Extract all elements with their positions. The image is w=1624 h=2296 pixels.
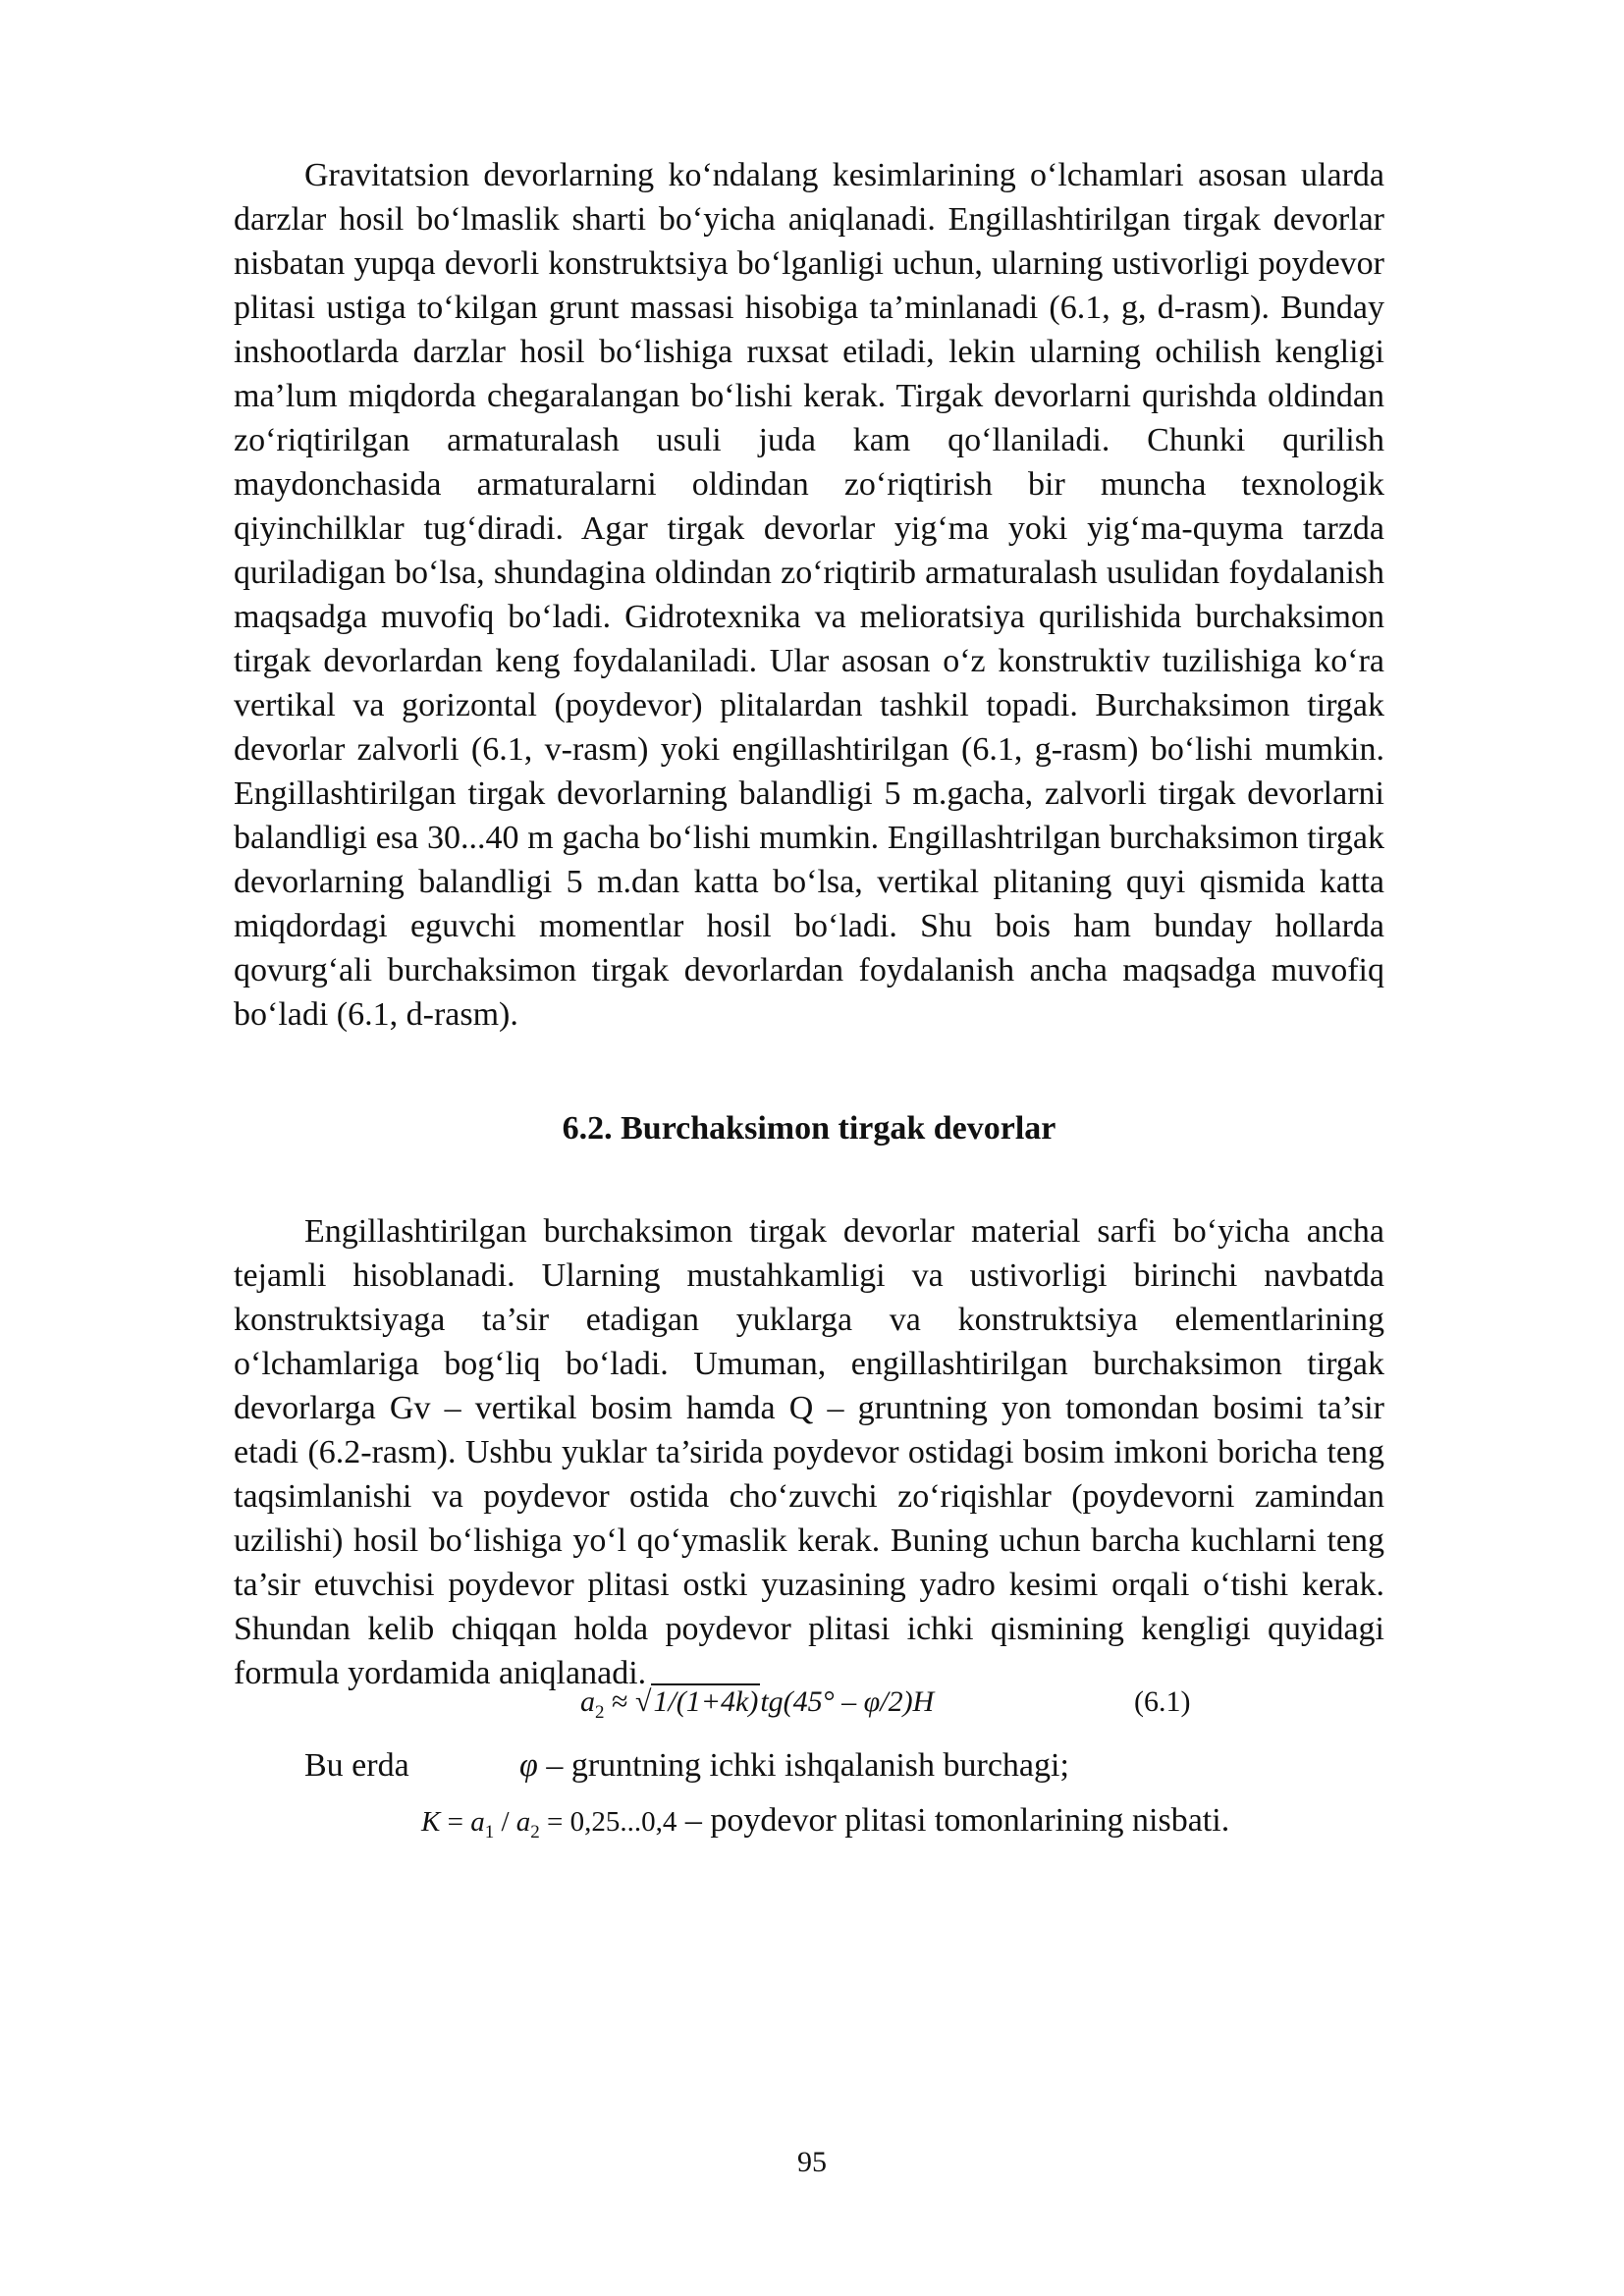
- k-var: K: [421, 1806, 441, 1838]
- phi-symbol: φ: [519, 1747, 538, 1784]
- k-formula: [421, 1806, 677, 1842]
- paragraph-corner-walls: Engillashtirilgan burchaksimon tirgak devorlar material sarfi bo‘yicha ancha tejamli hisoblanadi. Ularning mustahkamligi va ustivorligi birinchi navbatda konstruktsiyaga ta’sir etadigan yuklarga va konstruktsiya elementlarining o‘lchamlariga bog‘liq bo‘ladi. Umuman, engillashtirilgan burchaksimon tirgak devorlarga Gv – vertikal bosim hamda Q – gruntning yon tomondan bosimi ta’sir etadi (6.2-rasm). Ushbu yuklar ta’sirida poydevor ostidagi bosim imkoni boricha teng taqsimlanishi va poydevor ostida cho‘zuvchi zo‘riqishlar (poydevorni zamindan uzilishi) hosil bo‘lishiga yo‘l qo‘ymaslik kerak. Buning uchun barcha kuchlarni teng ta’sir etuvchisi poydevor plitasi ostki yuzasining yadro kesimi orqali o‘tishi kerak. Shundan kelib chiqqan holda poydevor plitasi ichki qismining kengligi quyidagi formula yordamida aniqlanadi.: [234, 1213, 1384, 1691]
- section-heading: 6.2. Burchaksimon tirgak devorlar: [562, 1110, 1056, 1147]
- k-sub1: 1: [484, 1821, 495, 1842]
- formula-line: [234, 1685, 1384, 1729]
- formula-lhs-var: a: [580, 1685, 595, 1718]
- k-sub2: 2: [530, 1821, 540, 1842]
- formula-radicand: 1/(1+4k): [653, 1685, 759, 1718]
- paragraph-block-1: [234, 153, 1384, 1037]
- k-definition-text: – poydevor plitasi tomonlarining nisbati.: [677, 1802, 1230, 1839]
- k-a2: a: [515, 1806, 531, 1838]
- formula-rest: tg(45° – φ/2)H: [760, 1685, 935, 1718]
- k-a1: a: [470, 1806, 485, 1838]
- formula-6-1: [580, 1685, 934, 1724]
- definition-label: Bu erda: [304, 1747, 409, 1784]
- k-equals: =: [440, 1806, 471, 1838]
- formula-lhs-sub: 2: [595, 1702, 605, 1723]
- equation-number: (6.1): [1134, 1685, 1191, 1718]
- definition-phi: [304, 1747, 1384, 1785]
- phi-definition-text: – gruntning ichki ishqalanish burchagi;: [537, 1747, 1069, 1784]
- k-slash: /: [494, 1806, 516, 1838]
- page-number: 95: [797, 2146, 827, 2178]
- k-value: = 0,25...0,4: [539, 1806, 677, 1838]
- definition-k: [421, 1802, 1229, 1843]
- paragraph-block-2: [234, 1209, 1384, 1695]
- paragraph-gravitational-walls: Gravitatsion devorlarning ko‘ndalang kesimlarining o‘lchamlari asosan ularda darzlar hosil bo‘lmaslik sharti bo‘yicha aniqlanadi. Engillashtirilgan tirgak devorlar nisbatan yupqa devorli konstruktsiya bo‘lganligi uchun, ularning ustivorligi poydevor plitasi ustiga to‘kilgan grunt massasi hisobiga ta’minlanadi (6.1, g, d-rasm). Bunday inshootlarda darzlar hosil bo‘lishiga ruxsat etiladi, lekin ularning ochilish kengligi ma’lum miqdorda chegaralangan bo‘lishi kerak. Tirgak devorlarni qurishda oldindan zo‘riqtirilgan armaturalash usuli juda kam qo‘llaniladi. Chunki qurilish maydonchasida armaturalarni oldindan zo‘riqtirish bir muncha texnologik qiyinchilklar tug‘diradi. Agar tirgak devorlar yig‘ma yoki yig‘ma-quyma tarzda quriladigan bo‘lsa, shundagina oldindan zo‘riqtirib armaturalash usulidan foydalanish maqsadga muvofiq bo‘ladi. Gidrotexnika va melioratsiya qurilishida burchaksimon tirgak devorlardan keng foydalaniladi. Ular asosan o‘z konstruktiv tuzilishiga ko‘ra vertikal va gorizontal (poydevor) plitalardan tashkil topadi. Burchaksimon tirgak devorlar zalvorli (6.1, v-rasm) yoki engillashtirilgan (6.1, g-rasm) bo‘lishi mumkin. Engillashtirilgan tirgak devorlarning balandligi 5 m.gacha, zalvorli tirgak devorlarni balandligi esa 30...40 m gacha bo‘lishi mumkin. Engillashtrilgan burchaksimon tirgak devorlarning balandligi 5 m.dan katta bo‘lsa, vertikal plitaning quyi qismida katta miqdordagi eguvchi momentlar hosil bo‘ladi. Shu bois ham bunday hollarda qovurg‘ali burchaksimon tirgak devorlardan foydalanish ancha maqsadga muvofiq bo‘ladi (6.1, d-rasm).: [234, 157, 1384, 1033]
- sqrt-sign: √: [634, 1685, 652, 1718]
- formula-approx: ≈: [604, 1685, 635, 1718]
